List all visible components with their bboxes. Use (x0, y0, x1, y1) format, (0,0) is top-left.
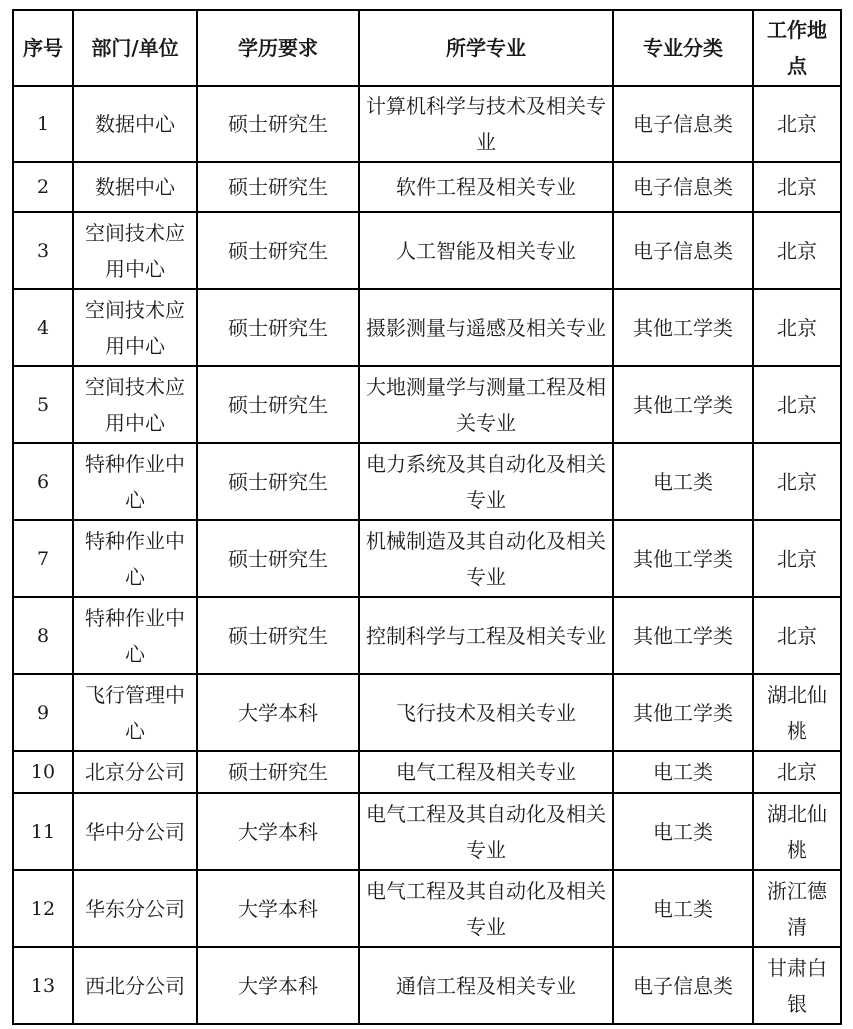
cell-department: 空间技术应用中心 (73, 366, 197, 443)
header-education: 学历要求 (197, 10, 359, 86)
table-row (13, 674, 841, 751)
cell-category: 其他工学类 (613, 366, 753, 443)
cell-department: 空间技术应用中心 (73, 212, 197, 289)
cell-category: 电子信息类 (613, 947, 753, 1024)
cell-department: 空间技术应用中心 (73, 289, 197, 366)
cell-index: 5 (13, 366, 73, 443)
cell-major: 通信工程及相关专业 (359, 947, 613, 1024)
cell-major: 机械制造及其自动化及相关专业 (359, 520, 613, 597)
cell-category: 其他工学类 (613, 597, 753, 674)
cell-department: 特种作业中心 (73, 597, 197, 674)
table-row (13, 520, 841, 597)
cell-education: 硕士研究生 (197, 162, 359, 212)
cell-category: 电子信息类 (613, 86, 753, 162)
cell-category: 电工类 (613, 870, 753, 947)
cell-department: 数据中心 (73, 162, 197, 212)
header-major: 所学专业 (359, 10, 613, 86)
table-row (13, 366, 841, 443)
cell-education: 硕士研究生 (197, 86, 359, 162)
cell-education: 大学本科 (197, 870, 359, 947)
table-row (13, 212, 841, 289)
cell-location: 北京 (753, 86, 841, 162)
cell-education: 硕士研究生 (197, 751, 359, 793)
cell-location: 北京 (753, 443, 841, 520)
cell-location: 甘肃白银 (753, 947, 841, 1024)
cell-major: 人工智能及相关专业 (359, 212, 613, 289)
cell-department: 飞行管理中心 (73, 674, 197, 751)
table-row (13, 86, 841, 162)
header-row (13, 10, 841, 86)
cell-education: 硕士研究生 (197, 212, 359, 289)
cell-location: 北京 (753, 212, 841, 289)
cell-index: 4 (13, 289, 73, 366)
table-row (13, 289, 841, 366)
header-department: 部门/单位 (73, 10, 197, 86)
cell-education: 硕士研究生 (197, 289, 359, 366)
cell-education: 硕士研究生 (197, 366, 359, 443)
cell-education: 大学本科 (197, 947, 359, 1024)
cell-major: 摄影测量与遥感及相关专业 (359, 289, 613, 366)
table-row (13, 793, 841, 870)
table-row (13, 443, 841, 520)
cell-major: 电力系统及其自动化及相关专业 (359, 443, 613, 520)
header-index: 序号 (13, 10, 73, 86)
cell-category: 电子信息类 (613, 212, 753, 289)
cell-location: 北京 (753, 162, 841, 212)
cell-department: 特种作业中心 (73, 443, 197, 520)
cell-index: 1 (13, 86, 73, 162)
cell-department: 特种作业中心 (73, 520, 197, 597)
cell-index: 8 (13, 597, 73, 674)
cell-education: 硕士研究生 (197, 520, 359, 597)
cell-index: 10 (13, 751, 73, 793)
cell-department: 北京分公司 (73, 751, 197, 793)
cell-category: 电工类 (613, 443, 753, 520)
cell-department: 华东分公司 (73, 870, 197, 947)
cell-index: 3 (13, 212, 73, 289)
cell-major: 飞行技术及相关专业 (359, 674, 613, 751)
cell-index: 13 (13, 947, 73, 1024)
cell-location: 北京 (753, 366, 841, 443)
cell-major: 大地测量学与测量工程及相关专业 (359, 366, 613, 443)
cell-department: 西北分公司 (73, 947, 197, 1024)
cell-education: 大学本科 (197, 793, 359, 870)
cell-major: 软件工程及相关专业 (359, 162, 613, 212)
cell-location: 北京 (753, 520, 841, 597)
cell-location: 北京 (753, 751, 841, 793)
cell-education: 大学本科 (197, 674, 359, 751)
cell-location: 湖北仙桃 (753, 793, 841, 870)
cell-category: 其他工学类 (613, 674, 753, 751)
table-row (13, 870, 841, 947)
cell-location: 浙江德清 (753, 870, 841, 947)
cell-major: 电气工程及相关专业 (359, 751, 613, 793)
cell-education: 硕士研究生 (197, 597, 359, 674)
cell-index: 11 (13, 793, 73, 870)
cell-location: 北京 (753, 597, 841, 674)
cell-department: 华中分公司 (73, 793, 197, 870)
cell-major: 计算机科学与技术及相关专业 (359, 86, 613, 162)
recruitment-table (12, 9, 842, 1025)
header-location: 工作地点 (753, 10, 841, 86)
cell-index: 7 (13, 520, 73, 597)
header-category: 专业分类 (613, 10, 753, 86)
cell-education: 硕士研究生 (197, 443, 359, 520)
table-row (13, 947, 841, 1024)
cell-category: 电工类 (613, 793, 753, 870)
cell-location: 北京 (753, 289, 841, 366)
cell-department: 数据中心 (73, 86, 197, 162)
cell-category: 电工类 (613, 751, 753, 793)
cell-category: 其他工学类 (613, 520, 753, 597)
cell-index: 9 (13, 674, 73, 751)
table-row (13, 751, 841, 793)
cell-category: 其他工学类 (613, 289, 753, 366)
table-row (13, 597, 841, 674)
cell-index: 2 (13, 162, 73, 212)
cell-major: 电气工程及其自动化及相关专业 (359, 870, 613, 947)
cell-category: 电子信息类 (613, 162, 753, 212)
cell-location: 湖北仙桃 (753, 674, 841, 751)
cell-index: 6 (13, 443, 73, 520)
cell-index: 12 (13, 870, 73, 947)
cell-major: 控制科学与工程及相关专业 (359, 597, 613, 674)
cell-major: 电气工程及其自动化及相关专业 (359, 793, 613, 870)
table-row (13, 162, 841, 212)
